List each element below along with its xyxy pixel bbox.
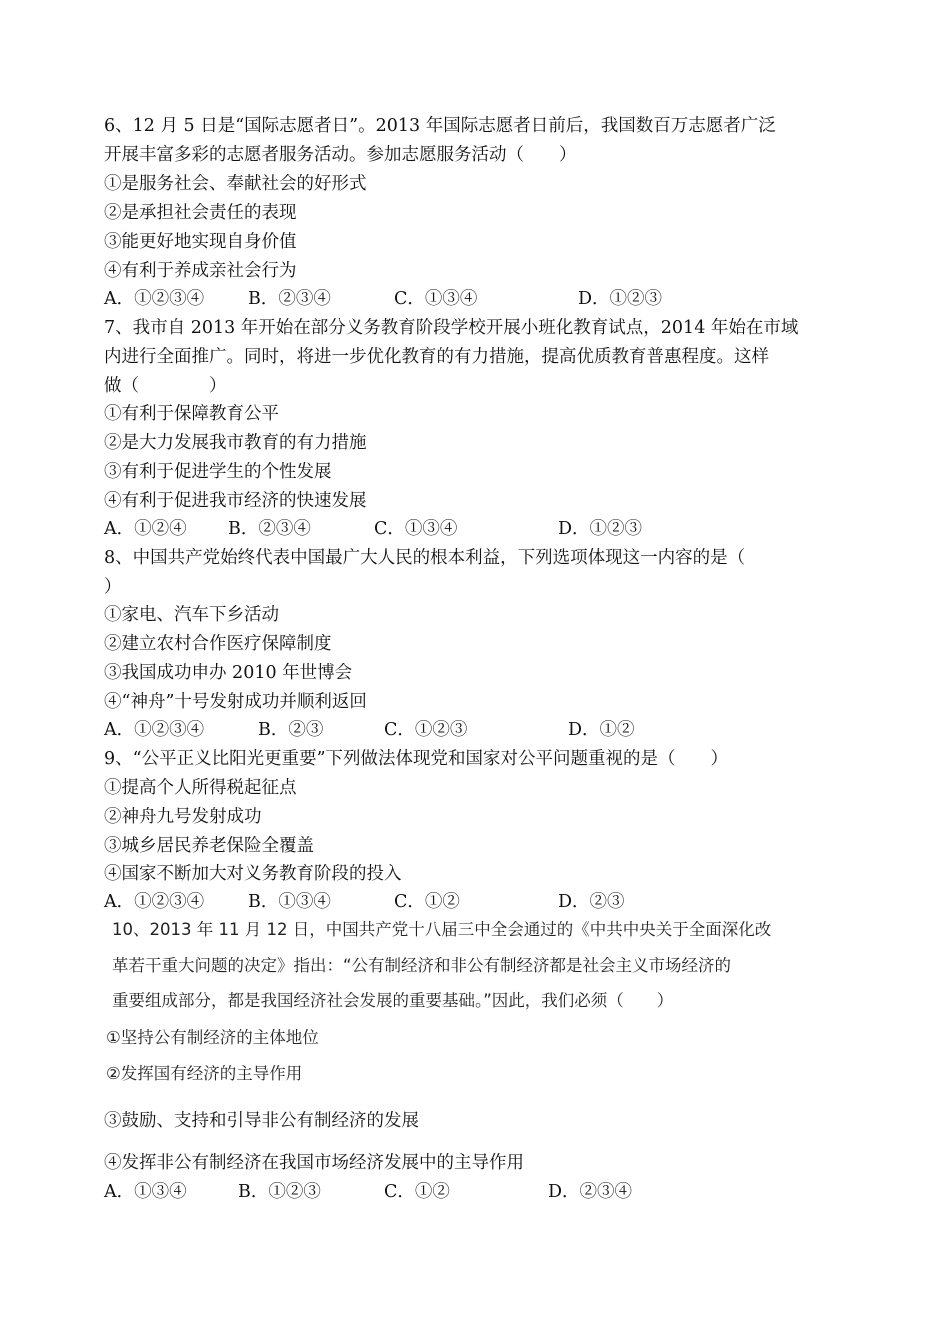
q9-option-b: B．①③④ <box>248 892 331 912</box>
q7-stem-line-1: 7、我市自 2013 年开始在部分义务教育阶段学校开展小班化教育试点，2014 年始在市域 <box>104 318 799 338</box>
q8-item-3: ③我国成功申办 2010 年世博会 <box>104 663 353 683</box>
q10-item-3: ③鼓励、支持和引导非公有制经济的发展 <box>104 1111 419 1131</box>
q6-item-2: ②是承担社会责任的表现 <box>104 203 297 223</box>
q7-option-c: C．①③④ <box>374 519 458 539</box>
q8-item-1: ①家电、汽车下乡活动 <box>104 605 279 625</box>
q8-option-b: B．②③ <box>258 720 324 740</box>
q7-option-a: A．①②④ <box>104 519 187 539</box>
q9-item-1: ①提高个人所得税起征点 <box>104 778 297 798</box>
q7-item-2: ②是大力发展我市教育的有力措施 <box>104 433 367 453</box>
q6-option-c: C．①③④ <box>394 289 478 309</box>
q8-stem-line-2: ） <box>104 577 122 597</box>
q10-stem-line-3: 重要组成部分，都是我国经济社会发展的重要基础。”因此，我们必须（ ） <box>112 991 674 1010</box>
q8-stem-line-1: 8、中国共产党始终代表中国最广大人民的根本利益，下列选项体现这一内容的是（ <box>104 548 746 568</box>
q7-stem-line-3: 做（ ） <box>104 376 227 396</box>
q10-stem-line-1: 10、2013 年 11 月 12 日，中国共产党十八届三中全会通过的《中共中央关于全面深化改 <box>112 920 772 939</box>
q6-stem-line-1: 6、12 月 5 日是“国际志愿者日”。2013 年国际志愿者日前后，我国数百万志愿者广泛 <box>104 116 776 136</box>
q9-option-a: A．①②③④ <box>104 892 205 912</box>
q6-option-b: B．②③④ <box>248 289 331 309</box>
q10-option-c: C．①② <box>384 1182 450 1202</box>
q10-stem-line-2: 革若干重大问题的决定》指出：“公有制经济和非公有制经济都是社会主义市场经济的 <box>112 956 732 975</box>
q10-item-1: ①坚持公有制经济的主体地位 <box>106 1028 319 1047</box>
q8-item-4: ④“神舟”十号发射成功并顺利返回 <box>104 692 367 712</box>
q9-option-c: C．①② <box>394 892 460 912</box>
q8-item-2: ②建立农村合作医疗保障制度 <box>104 634 332 654</box>
q10-option-a: A．①③④ <box>104 1182 187 1202</box>
q10-item-4: ④发挥非公有制经济在我国市场经济发展中的主导作用 <box>104 1153 524 1173</box>
q6-option-d: D．①②③ <box>578 289 663 309</box>
q6-item-4: ④有利于养成亲社会行为 <box>104 261 297 281</box>
q7-item-3: ③有利于促进学生的个性发展 <box>104 462 332 482</box>
q6-item-3: ③能更好地实现自身价值 <box>104 232 297 252</box>
q6-stem-line-2: 开展丰富多彩的志愿者服务活动。参加志愿服务活动（ ） <box>104 145 577 165</box>
q6-option-a: A．①②③④ <box>104 289 205 309</box>
q10-item-2: ②发挥国有经济的主导作用 <box>106 1064 303 1083</box>
q10-option-d: D．②③④ <box>548 1182 633 1202</box>
q7-item-4: ④有利于促进我市经济的快速发展 <box>104 491 367 511</box>
q9-item-3: ③城乡居民养老保险全覆盖 <box>104 836 314 856</box>
q7-option-b: B．②③④ <box>228 519 311 539</box>
q9-item-4: ④国家不断加大对义务教育阶段的投入 <box>104 864 402 884</box>
q7-item-1: ①有利于保障教育公平 <box>104 404 279 424</box>
q8-option-d: D．①② <box>568 720 635 740</box>
q7-stem-line-2: 内进行全面推广。同时，将进一步优化教育的有力措施，提高优质教育普惠程度。这样 <box>104 347 769 367</box>
q6-item-1: ①是服务社会、奉献社会的好形式 <box>104 174 367 194</box>
q8-option-a: A．①②③④ <box>104 720 205 740</box>
q9-item-2: ②神舟九号发射成功 <box>104 807 262 827</box>
q9-option-d: D．②③ <box>558 892 625 912</box>
q9-stem-line-1: 9、“公平正义比阳光更重要”下列做法体现党和国家对公平问题重视的是（ ） <box>104 749 729 769</box>
q7-option-d: D．①②③ <box>558 519 643 539</box>
q10-option-b: B．①②③ <box>238 1182 321 1202</box>
q8-option-c: C．①②③ <box>384 720 468 740</box>
